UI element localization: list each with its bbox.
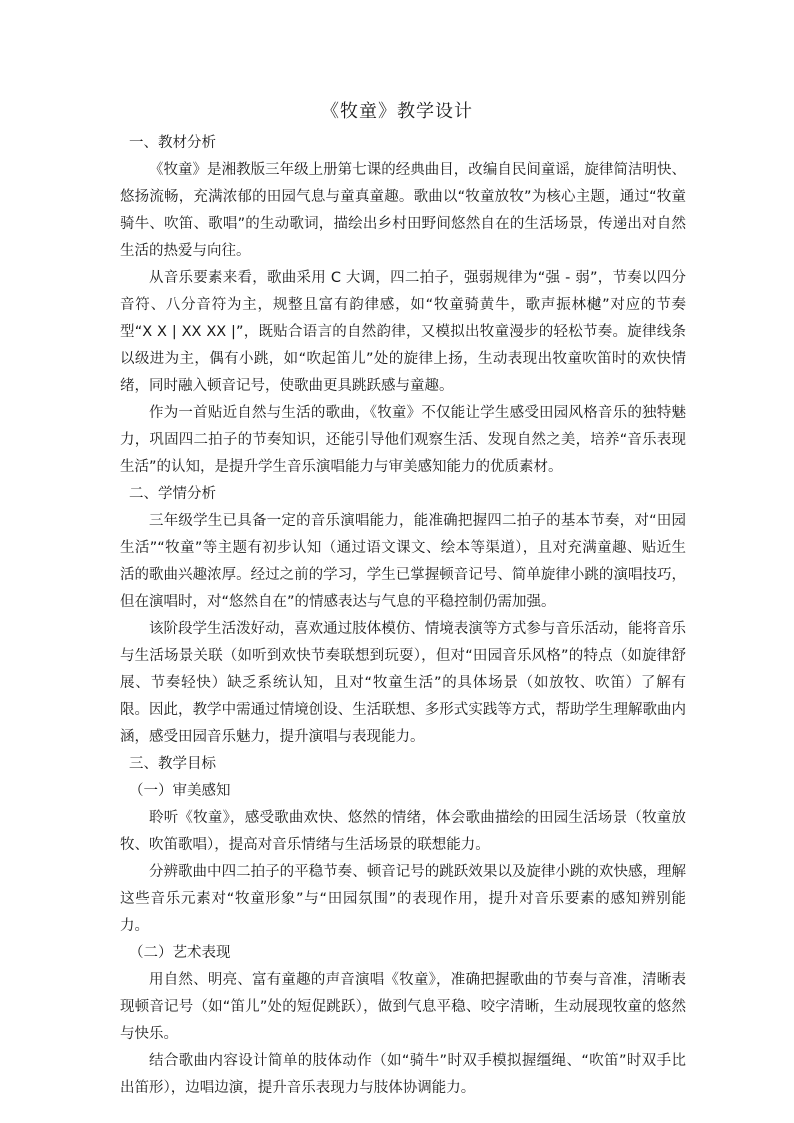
paragraph: 该阶段学生活泼好动，喜欢通过肢体模仿、情境表演等方式参与音乐活动，能将音乐与生活场景关联（如听到欢快节奏联想到玩耍），但对“田园音乐风格”的特点（如旋律舒展、节奏轻快）缺乏系统认知，且对“牧童生活”的具体场景（如放牧、吹笛）了解有限。因此，教学中需通过情境创设、生活联想、多形式实践等方式，帮助学生理解歌曲内涵，感受田园音乐魅力，提升演唱与表现能力。 — [120, 621, 686, 745]
document-body — [120, 130, 686, 1102]
paragraph: 三年级学生已具备一定的音乐演唱能力，能准确把握四二拍子的基本节奏，对“田园生活”“牧童”等主题有初步认知（通过语文课文、绘本等渠道），且对充满童趣、贴近生活的歌曲兴趣浓厚。经过之前的学习，学生已掌握顿音记号、简单旋律小跳的演唱技巧，但在演唱时，对“悠然自在”的情感表达与气息的平稳控制仍需加强。 — [120, 513, 686, 610]
paragraph: 结合歌曲内容设计简单的肢体动作（如“骑牛”时双手模拟握缰绳、“吹笛”时双手比出笛形），边唱边演，提升音乐表现力与肢体协调能力。 — [120, 1053, 686, 1096]
section-heading-objectives: 三、教学目标 — [129, 756, 216, 772]
section-heading-students: 二、学情分析 — [129, 486, 216, 502]
document-title: 《牧童》教学设计 — [321, 101, 473, 122]
paragraph: 分辨歌曲中四二拍子的平稳节奏、顿音记号的跳跃效果以及旋律小跳的欢快感，理解这些音乐元素对“牧童形象”与“田园氛围”的表现作用，提升对音乐要素的感知辨别能力。 — [120, 864, 686, 934]
section-heading-materials: 一、教材分析 — [129, 135, 216, 151]
paragraph: 聆听《牧童》，感受歌曲欢快、悠然的情绪，体会歌曲描绘的田园生活场景（牧童放牧、吹笛歌唱），提高对音乐情绪与生活场景的联想能力。 — [120, 810, 686, 853]
paragraph: 从音乐要素来看，歌曲采用 C 大调，四二拍子，强弱规律为“强 - 弱”，节奏以四分音符、八分音符为主，规整且富有韵律感，如“牧童骑黄牛，歌声振林樾”对应的节奏型“X X | XX XX |”，既贴合语言的自然韵律，又模拟出牧童漫步的轻松节奏。旋律线条以级进为主，偶有小跳，如“吹起笛儿”处的旋律上扬，生动表现出牧童吹笛时的欢快情绪，同时融入顿音记号，使歌曲更具跳跃感与童趣。 — [120, 270, 686, 394]
paragraph: 作为一首贴近自然与生活的歌曲，《牧童》不仅能让学生感受田园风格音乐的独特魅力，巩固四二拍子的节奏知识，还能引导他们观察生活、发现自然之美，培养“音乐表现生活”的认知，是提升学生音乐演唱能力与审美感知能力的优质素材。 — [120, 405, 686, 475]
subsection-heading-aesthetic: （一）审美感知 — [129, 783, 231, 799]
paragraph: 用自然、明亮、富有童趣的声音演唱《牧童》，准确把握歌曲的节奏与音准，清晰表现顿音记号（如“笛儿”处的短促跳跃），做到气息平稳、咬字清晰，生动展现牧童的悠然与快乐。 — [120, 972, 686, 1042]
paragraph: 《牧童》是湘教版三年级上册第七课的经典曲目，改编自民间童谣，旋律简洁明快、悠扬流畅，充满浓郁的田园气息与童真童趣。歌曲以“牧童放牧”为核心主题，通过“牧童骑牛、吹笛、歌唱”的生动歌词，描绘出乡村田野间悠然自在的生活场景，传递出对自然生活的热爱与向往。 — [120, 162, 686, 259]
subsection-heading-performance: （二）艺术表现 — [129, 945, 231, 961]
